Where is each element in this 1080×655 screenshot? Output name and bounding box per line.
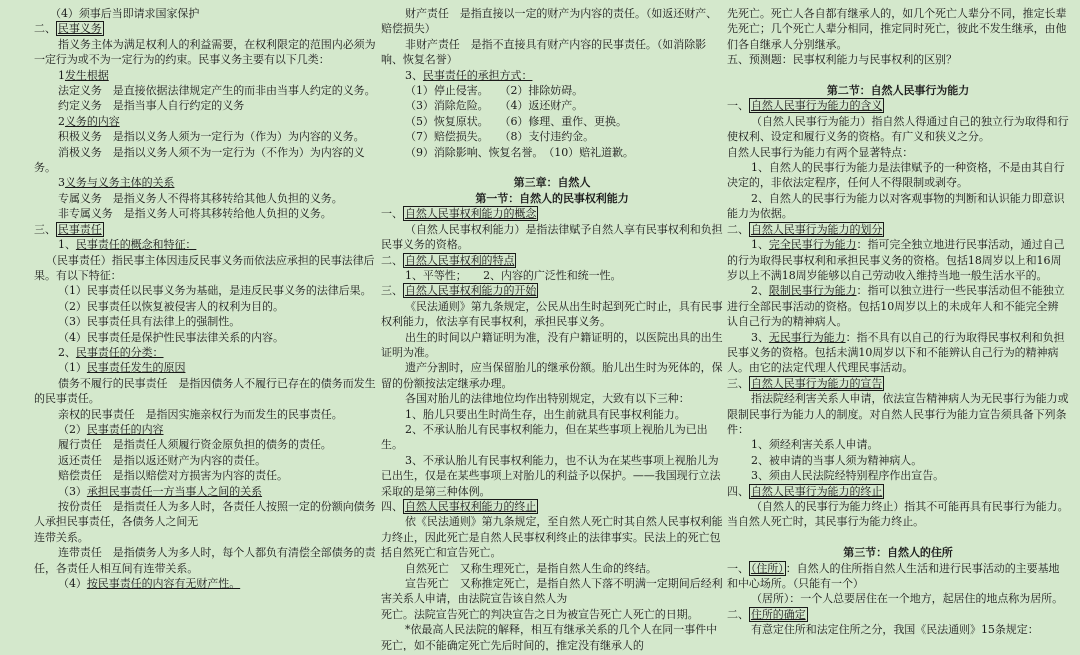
underlined-term: 义务的内容 — [64, 114, 120, 128]
line-text: （1）民事责任以民事义务为基础，是违反民事义务的法律后果。 — [58, 284, 372, 298]
line-text: 3、须由人民法院经特别程序作出宣告。 — [751, 469, 945, 483]
text-line — [727, 237, 1069, 283]
line-text: 2、 — [751, 284, 769, 298]
text-line — [727, 6, 1069, 52]
line-text — [727, 531, 730, 544]
line-text: 自然死亡 又称生理死亡，是指自然人生命的终结。 — [405, 561, 657, 575]
line-text: 第二节：自然人民事行为能力 — [826, 84, 970, 98]
text-line — [381, 299, 723, 330]
text-line — [381, 499, 723, 514]
boxed-heading: 住所的确定 — [750, 607, 806, 621]
line-text: 宣告死亡 又称推定死亡，是指自然人下落不明满一定期间后经利害关系人申请，由法院宣告该自然人为 — [381, 577, 723, 606]
text-line — [381, 607, 723, 622]
text-line — [381, 561, 723, 576]
text-line — [381, 360, 723, 391]
text-line — [34, 6, 376, 21]
text-line — [381, 83, 723, 98]
line-text: 先死亡。死亡人各自都有继承人的，如几个死亡人辈分不同，推定长辈先死亡；几个死亡人辈分相同，推定同时死亡，彼此不发生继承，由他们各自继承人分别继承。 — [727, 7, 1067, 51]
text-line — [34, 345, 376, 360]
line-text: 约定义务 是指当事人自行约定的义务 — [58, 99, 245, 113]
line-text: 依《民法通则》第九条规定，至自然人死亡时其自然人民事权利能力终止，因此死亡是自然人民事权利终止的法律事实。民法上的死亡包括自然死亡和宣告死亡。 — [381, 515, 723, 560]
line-text: 三、 — [381, 284, 403, 298]
text-line — [34, 145, 376, 176]
text-line — [381, 6, 723, 37]
underlined-term: 完全民事行为能力 — [768, 238, 857, 252]
line-text: 1、胎儿只要出生时尚生存，出生前就具有民事权利能力。 — [405, 407, 686, 421]
line-text: 消极义务 是指以义务人须不为一定行为（不作为）为内容的义务。 — [34, 145, 365, 175]
line-text: 1、 — [58, 238, 76, 252]
line-text: 3 — [58, 176, 65, 190]
text-line — [727, 530, 1069, 545]
line-text: （2） — [58, 422, 87, 436]
line-text: 二、 — [34, 22, 56, 36]
text-line — [381, 68, 723, 83]
line-text: 二、 — [727, 607, 749, 621]
boxed-heading: 自然人民事行为能力的宣告 — [750, 376, 883, 390]
text-line — [381, 514, 723, 560]
line-text: 第三章：自然人 — [513, 176, 591, 190]
text-line — [727, 391, 1069, 437]
text-line — [381, 268, 723, 283]
underlined-term: 民事责任发生的原因 — [86, 361, 186, 375]
line-text: （3） — [58, 484, 87, 498]
line-text: 法定义务 是直接依据法律规定产生的而非由当事人约定的义务。 — [58, 84, 376, 98]
line-text: 非专属义务 是指义务人可将其移转给他人负担的义务。 — [58, 207, 332, 221]
line-text: 2、不承认胎儿有民事权利能力，但在某些事项上视胎儿为已出生。 — [381, 422, 708, 452]
underlined-term: 承担民事责任一方当事人之间的关系 — [86, 484, 263, 498]
underlined-term: 发生根据 — [64, 68, 109, 82]
line-text: 《民法通则》第九条规定，公民从出生时起到死亡时止，具有民事权利能力，依法享有民事权利，承担民事义务。 — [381, 299, 723, 329]
text-line — [34, 37, 376, 68]
text-line — [34, 468, 376, 483]
line-text: 第一节：自然人的民事权利能力 — [475, 191, 629, 205]
line-text: 三、 — [34, 222, 56, 236]
text-line — [727, 437, 1069, 452]
text-line — [34, 237, 376, 252]
line-text: 3、不承认胎儿有民事权利能力，也不认为在某些事项上视胎儿为已出生，仅是在某些事项上对胎儿的利益予以保护。——我国现行立法采取的是第三种体例。 — [381, 453, 721, 498]
line-text: 3、 — [751, 330, 769, 344]
line-tail: ：指可完全独立地进行民事活动，通过自己的行为取得民事权利和承担民事义务的资格。包括18周岁以上和16周岁以上不满18周岁能够以自己劳动收入维持当地一般生活水平的。 — [727, 238, 1065, 282]
line-text: 亲权的民事责任 是指因实施亲权行为而发生的民事责任。 — [58, 407, 343, 421]
line-text: （4）民事责任是保护性民事法律关系的内容。 — [58, 330, 284, 344]
text-line — [381, 253, 723, 268]
text-line — [381, 222, 723, 253]
line-text: *依最高人民法院的解释，相互有继承关系的几个人在同一事件中死亡，如不能确定死亡先后时间的，推定没有继承人的 — [381, 623, 718, 651]
line-text: 出生的时间以户籍证明为准，没有户籍证明的，以医院出具的出生证明为准。 — [381, 330, 723, 359]
boxed-heading: 民事义务 — [57, 22, 102, 36]
line-text: 一、 — [727, 561, 749, 575]
text-line — [727, 145, 1069, 160]
text-line — [727, 52, 1069, 67]
line-text: （3）民事责任具有法律上的强制性。 — [58, 315, 241, 329]
line-text: （居所）：一个人总要居住在一个地方，起居住的地点称为居所。 — [751, 592, 1064, 606]
text-line — [34, 21, 376, 36]
line-text: （3）消除危险。 （4）返还财产。 — [405, 99, 584, 113]
boxed-heading: 自然人民事权利能力的开始 — [404, 284, 537, 298]
text-line — [34, 206, 376, 221]
line-text: （1） — [58, 361, 87, 375]
line-text: 1 — [58, 68, 65, 82]
text-line — [381, 98, 723, 113]
text-line — [727, 114, 1069, 145]
text-line — [727, 98, 1069, 113]
line-text: （自然人民事权利能力）是指法律赋予自然人享有民事权利和负担民事义务的资格。 — [381, 222, 723, 252]
column-middle — [381, 6, 723, 651]
boxed-heading: （住所） — [750, 561, 784, 575]
line-text: 三、 — [727, 376, 749, 390]
line-text: 3、 — [405, 68, 423, 82]
line-text: 连带关系。 — [34, 530, 89, 544]
column-left — [34, 6, 376, 651]
text-line — [727, 622, 1069, 637]
text-line — [727, 160, 1069, 191]
text-line — [34, 129, 376, 144]
line-text: （自然人民事行为能力）指自然人得通过自己的独立行为取得和行使权利、设定和履行义务的资格。有广义和狭义之分。 — [727, 114, 1069, 144]
line-text: （5）恢复原状。 （6）修理、重作、更换。 — [405, 114, 627, 128]
line-text: 1、平等性； 2、内容的广泛性和统一性。 — [405, 268, 622, 282]
line-text: 按份责任 是指责任人为多人时，各责任人按照一定的份额向债务人承担民事责任，各债务人之间无 — [34, 500, 376, 529]
text-line — [34, 360, 376, 375]
line-text: （自然人的民事行为能力终止）指其不可能再具有民事行为能力。当自然人死亡时，其民事行为能力终止。 — [727, 500, 1069, 529]
line-text: 2、 — [58, 345, 76, 359]
line-text: 指法院经利害关系人申请，依法宣告精神病人为无民事行为能力或限制民事行为能力人的制度。对自然人民事行为能力宣告须具备下列条件： — [727, 392, 1069, 436]
text-line — [727, 191, 1069, 222]
boxed-heading: 自然人民事行为能力的划分 — [750, 222, 883, 236]
line-text: 五、预测题：民事权利能力与民事权利的区别？ — [727, 53, 957, 67]
line-text: 遗产分割时，应当保留胎儿的继承份额。胎儿出生时为死体的，保留的份额按法定继承办理。 — [381, 361, 723, 390]
line-text: 积极义务 是指以义务人须为一定行为（作为）为内容的义务。 — [58, 130, 365, 144]
text-line — [34, 453, 376, 468]
text-line — [34, 484, 376, 499]
line-text: 2 — [58, 114, 65, 128]
text-line — [34, 576, 376, 591]
boxed-heading: 自然人民事权利的特点 — [404, 253, 515, 267]
text-line — [34, 68, 376, 83]
underlined-term: 限制民事行为能力 — [768, 284, 857, 298]
line-text: （4） — [58, 577, 87, 591]
text-line — [34, 330, 376, 345]
text-line — [34, 314, 376, 329]
text-line — [381, 391, 723, 406]
text-line — [34, 253, 376, 284]
underlined-term: 民事责任的概念和特征： — [75, 238, 197, 252]
boxed-heading: 自然人民事权利能力的概念 — [404, 207, 537, 221]
text-line — [727, 453, 1069, 468]
text-line — [727, 561, 1069, 592]
text-line — [34, 114, 376, 129]
text-line — [34, 437, 376, 452]
text-line — [381, 422, 723, 453]
underlined-term: 民事责任的承担方式： — [422, 68, 533, 82]
text-line — [381, 114, 723, 129]
underlined-term: 民事责任的内容 — [86, 422, 164, 436]
text-line — [727, 330, 1069, 376]
line-text: 自然人民事行为能力有两个显著特点： — [727, 145, 914, 159]
line-text: 第三节：自然人的住所 — [843, 546, 953, 560]
text-line — [381, 453, 723, 499]
text-line — [727, 499, 1069, 530]
section-heading — [381, 175, 723, 190]
line-text: 非财产责任 是指不直接具有财产内容的民事责任。（如消除影响、恢复名誉） — [381, 37, 707, 67]
line-text: 四、 — [381, 500, 403, 513]
line-text — [727, 69, 730, 82]
boxed-heading: 自然人民事行为能力的终止 — [750, 484, 883, 498]
line-text: 1、 — [751, 238, 769, 252]
underlined-term: 民事责任的分类： — [75, 345, 164, 359]
text-line — [727, 591, 1069, 606]
line-text: 连带责任 是指债务人为多人时，每个人都负有清偿全部债务的责任，各责任人相互间有连带关系。 — [34, 546, 376, 575]
line-text: 2、自然人的民事行为能力以对客观事物的判断和认识能力即意识能力为依据。 — [727, 191, 1065, 221]
line-text: （4）须事后当即请求国家保护 — [50, 7, 200, 20]
text-line — [381, 160, 723, 175]
line-text: 返还责任 是指以返还财产为内容的责任。 — [58, 453, 267, 467]
text-line — [727, 607, 1069, 622]
line-text: 财产责任 是指直接以一定的财产为内容的责任。（如返还财产、赔偿损失） — [381, 7, 718, 36]
section-heading — [727, 83, 1069, 98]
line-text: 履行责任 是指责任人须履行资金原负担的债务的责任。 — [58, 438, 332, 452]
text-line — [34, 407, 376, 422]
text-line — [381, 206, 723, 221]
text-line — [34, 175, 376, 190]
line-text: 专属义务 是指义务人不得将其移转给其他人负担的义务。 — [58, 191, 343, 205]
text-line — [727, 222, 1069, 237]
line-text: 有意定住所和法定住所之分，我国《民法通则》15条规定： — [751, 623, 1039, 637]
line-text: 1、须经利害关系人申请。 — [751, 438, 879, 452]
text-line — [381, 330, 723, 361]
text-line — [727, 68, 1069, 83]
text-line — [381, 576, 723, 607]
line-text — [381, 161, 384, 174]
text-line — [381, 622, 723, 651]
text-line — [34, 545, 376, 576]
section-heading — [381, 191, 723, 206]
text-line — [34, 499, 376, 530]
text-line — [34, 283, 376, 298]
text-line — [34, 191, 376, 206]
text-line — [34, 422, 376, 437]
line-text: （1）停止侵害。 （2）排除妨碍。 — [405, 84, 584, 98]
line-text: 二、 — [381, 253, 403, 267]
text-line — [727, 283, 1069, 329]
text-line — [381, 407, 723, 422]
text-line — [727, 468, 1069, 483]
text-line — [34, 376, 376, 407]
line-text: （7）赔偿损失。 （8）支付违约金。 — [405, 130, 595, 144]
text-line — [381, 283, 723, 298]
line-text: 一、 — [381, 207, 403, 221]
line-text: 2、被申请的当事人须为精神病人。 — [751, 453, 923, 467]
line-tail: ：指不具有以自己的行为取得民事权利和负担民事义务的资格。包括未满10周岁以下和不能辨认自己行为的精神病人。由它的法定代理人代理民事活动。 — [727, 330, 1065, 375]
text-line — [381, 37, 723, 68]
line-text: 债务不履行的民事责任 是指因债务人不履行已存在的债务而发生的民事责任。 — [34, 376, 376, 406]
text-line — [34, 299, 376, 314]
line-tail: ：自然人的住所指自然人生活和进行民事活动的主要基地和中心场所。（只能有一个） — [727, 561, 1060, 591]
underlined-term: 按民事责任的内容有无财产性。 — [86, 577, 241, 591]
boxed-heading: 自然人民事行为能力的含义 — [750, 99, 883, 113]
text-line — [381, 129, 723, 144]
line-text: 指义务主体为满足权利人的利益需要，在权利限定的范围内必须为一定行为或不为一定行为的约束。民事义务主要有以下几类： — [34, 37, 376, 67]
line-text: （9）消除影响、恢复名誉。 （10）赔礼道歉。 — [405, 145, 634, 159]
section-heading — [727, 545, 1069, 560]
boxed-heading: 民事责任 — [57, 222, 102, 236]
text-line — [34, 98, 376, 113]
text-line — [381, 145, 723, 160]
line-text: 死亡。法院宣告死亡的判决宣告之日为被宣告死亡人死亡的日期。 — [381, 607, 699, 621]
line-text: 二、 — [727, 222, 749, 236]
text-line — [34, 83, 376, 98]
line-text: 各国对胎儿的法律地位均作出特别规定，大致有以下三种： — [405, 392, 690, 406]
line-text: （2）民事责任以恢复被侵害人的权利为目的。 — [58, 299, 284, 313]
column-right — [727, 6, 1069, 651]
line-text: 赔偿责任 是指以赔偿对方损害为内容的责任。 — [58, 469, 288, 483]
line-text: 四、 — [727, 484, 749, 498]
underlined-term: 无民事行为能力 — [768, 330, 846, 344]
underlined-term: 义务与义务主体的关系 — [64, 176, 175, 190]
text-line — [727, 376, 1069, 391]
boxed-heading: 自然人民事权利能力的终止 — [404, 500, 537, 513]
line-text: 一、 — [727, 99, 749, 113]
text-line — [34, 530, 376, 545]
text-line — [34, 222, 376, 237]
line-text: （民事责任）指民事主体因违反民事义务而依法应承担的民事法律后果。有以下特征： — [34, 253, 375, 282]
text-line — [727, 484, 1069, 499]
line-tail: ：指可以独立进行一些民事活动但不能独立进行全部民事活动的资格。包括10周岁以上的未成年人和不能完全辨认自己行为的精神病人。 — [727, 284, 1065, 329]
line-text: 1、自然人的民事行为能力是法律赋予的一种资格，不是由其自行决定的，非依法定程序，任何人不得限制或剥夺。 — [727, 161, 1065, 190]
